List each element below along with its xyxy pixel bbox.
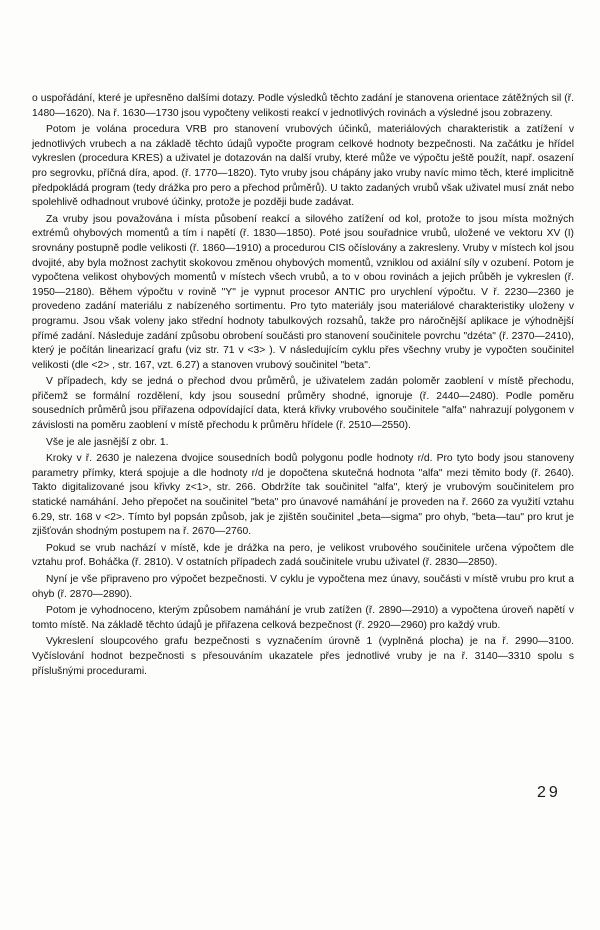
paragraph-5: Vše je ale jasnější z obr. 1.: [46, 436, 169, 448]
paragraph-7: Pokud se vrub nachází v místě, kde je drážka na pero, je velikost vrubového součinitele určena výpočtem dle vztahu prof. Boháčka (ř. 2810). V ostatních případech zadá součinitele vrubu uživatel (ř. 2830—2850).: [32, 542, 574, 569]
body-text: [32, 92, 574, 681]
paragraph-3: Za vruby jsou považována i místa působení reakcí a silového zatížení od kol, protože to jsou místa možných extrémů ohybových momentů a tím i napětí (ř. 1830—1850). Poté jsou souřadnice vrubů, uložené ve vektoru XV (I) srovnány postupně podle velikosti (ř. 1860—1910) a procedurou CIS očíslovány a zakresleny. Vruby v místech kol jsou dvojité, aby byla možnost zachytit skokovou změnou ohybových momentů, vzniklou od axiální síly v ozubení. Potom je vypočtena velikost ohybových momentů v místech všech vrubů, a to v obou rovinách a jejich průběh je vykreslen (ř. 1950—2180). Během výpočtu v rovině "Y" je vypnut procesor ANTIC pro urychlení výpočtu. V ř. 2230—2360 je provedeno zadání materiálu z nabízeného sortimentu. Pro tyto materiály jsou materiálové charakteristiky uloženy v programu. Jsou však voleny jako střední hodnoty tabulkových rozsahů, takže pro náročnější aplikace je výhodnější přímé zadání. Následuje zadání způsobu obrobení součásti pro stanovení součinitele povrchu "dzéta" (ř. 2370—2410), který je počítán linearizací grafu (viz str. 71 v <3> ). V následujícím cyklu přes všechny vruby je vypočten součinitel velikosti (dle <2> , str. 167, vzt. 6.27) a stanoven vrubový součinitel "beta".: [32, 213, 574, 371]
paragraph-1: o uspořádání, které je upřesněno dalšími dotazy. Podle výsledků těchto zadání je stanovena orientace zátěžných sil (ř. 1480—1620). Na ř. 1630—1730 jsou vypočteny velikosti reakcí v jednotlivých rovinách a výsledné jsou zobrazeny.: [32, 93, 574, 119]
paragraph-9: Potom je vyhodnoceno, kterým způsobem namáhání je vrub zatížen (ř. 2890—2910) a vypočtena úroveň napětí v tomto místě. Na základě těchto údajů je přiřazena celková bezpečnost (ř. 2920—2960) pro každý vrub.: [32, 605, 574, 631]
paragraph-10: Vykreslení sloupcového grafu bezpečnosti s vyznačením úrovně 1 (vyplněná plocha) je na ř. 2990—3100. Vyčíslování hodnot bezpečnosti s přesouváním ukazatele přes jednotlivé vruby je na ř. 3140—3310 spolu s příslušnými procedurami.: [32, 636, 574, 677]
paragraph-2: Potom je volána procedura VRB pro stanovení vrubových účinků, materiálových charakteristik a zatížení v jednotlivých vrubech a na základě těchto údajů vypočte program celkové hodnoty bezpečnosti. Na začátku je hřídel vykreslen (procedura KRES) a uživatel je dotazován na další vruby, které může ve výpočtu ještě použít, např. osazení pro segrovku, příčná díra, apod. (ř. 1770—1820). Tyto vruby jsou chápány jako vruby navíc mimo těch, které implicitně předpokládá program (tedy drážka pro pero a přechod průměrů). U takto zadaných vrubů však uživatel musí znát nebo spolehlivě odhadnout vrubové účinky, protože je později bude zadávat.: [32, 124, 574, 209]
paragraph-6: Kroky v ř. 2630 je nalezena dvojice sousedních bodů polygonu podle hodnoty r/d. Pro tyto body jsou stanoveny parametry přímky, která spojuje a dle hodnoty r/d je dopočtena skutečná hodnota "alfa" mezi těmito body (ř. 2640). Takto digitalizované jsou křivky z<1>, str. 266. Obdržíte tak součinitel "alfa", který je vrubovým součinitelem pro statické namáhání. Jeho přepočet na součinitel "beta" pro únavové namáhání je proveden na ř. 2660 za využití vztahu 6.29, str. 168 v <2>. Tímto byl popsán způsob, jak je zjištěn součinitel „beta—sigma" pro ohyb, "beta—tau" pro krut je zjišťován shodným postupem na ř. 2670—2760.: [32, 453, 574, 538]
paragraph-8: Nyní je vše připraveno pro výpočet bezpečnosti. V cyklu je vypočtena mez únavy, součásti v místě vrubu pro krut a ohyb (ř. 2870—2890).: [32, 574, 574, 600]
page-number: 29: [537, 784, 561, 801]
paragraph-4: V případech, kdy se jedná o přechod dvou průměrů, je uživatelem zadán poloměr zaoblení v místě přechodu, přičemž se formální rozdělení, kdy jsou sousední průměry shodné, ignoruje (ř. 2440—2480). Podle poměru sousedních průměrů jsou přiřazena odpovídající data, která křivky vrubového součinitele "alfa" nahrazují polygonem v závislosti na poměru zaoblení v místě přechodu k průměru hřídele (ř. 2510—2550).: [32, 376, 574, 432]
